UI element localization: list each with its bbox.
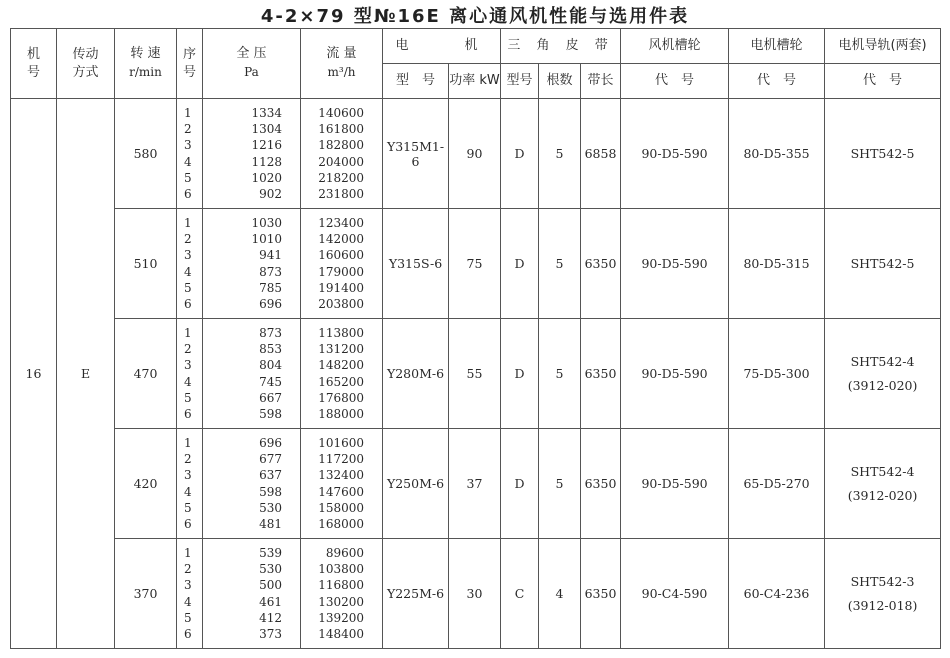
seq-cell-value: 5 <box>184 170 192 185</box>
motor-rail-code: SHT542-3 <box>850 573 915 589</box>
pressure-cell-value: 1020 <box>251 170 282 185</box>
pressure-cell-value: 461 <box>259 594 282 609</box>
belt-count-cell: 5 <box>539 429 581 539</box>
header-row-1 <box>11 29 941 64</box>
header-motor-pulley-code: 代 号 <box>729 64 825 99</box>
header-motor-pulley: 电机槽轮 <box>729 29 825 64</box>
machine-no-cell: 16 <box>11 99 57 649</box>
header-fan-pulley-code: 代 号 <box>621 64 729 99</box>
motor-pulley-cell: 75-D5-300 <box>729 319 825 429</box>
seq-cell-value: 6 <box>184 297 192 312</box>
motor-rail-code: SHT542-5 <box>850 255 915 271</box>
flow-cell-value: 218200 <box>318 170 364 185</box>
motor-rail-cell <box>825 539 941 649</box>
speed-cell: 580 <box>115 99 177 209</box>
motor-model-cell: Y315M1-6 <box>383 99 449 209</box>
flow-cell-value: 103800 <box>318 561 364 576</box>
belt-count-cell: 5 <box>539 99 581 209</box>
flow-cell-value: 160600 <box>318 248 364 263</box>
header-belt: 三 角 皮 带 <box>501 29 621 64</box>
belt-count-cell: 5 <box>539 209 581 319</box>
speed-group-row <box>11 539 941 649</box>
flow-cell <box>301 99 383 209</box>
flow-cell-value: 130200 <box>318 594 364 609</box>
motor-rail-code: (3912-020) <box>847 487 918 503</box>
flow-cell-value: 116800 <box>318 578 364 593</box>
belt-type-cell: D <box>501 319 539 429</box>
header-motor: 电 机 <box>383 29 501 64</box>
header-pressure: 全 压 Pa <box>203 29 301 99</box>
pressure-cell <box>203 539 301 649</box>
motor-model-cell: Y250M-6 <box>383 429 449 539</box>
flow-cell-value: 131200 <box>318 341 364 356</box>
header-flow: 流 量 m³/h <box>301 29 383 99</box>
pressure-cell-value: 1030 <box>251 215 282 230</box>
header-seq: 序 号 <box>177 29 203 99</box>
seq-cell-value: 4 <box>184 154 192 169</box>
motor-power-cell: 90 <box>449 99 501 209</box>
pressure-cell <box>203 429 301 539</box>
header-fan-pulley: 风机槽轮 <box>621 29 729 64</box>
seq-cell-value: 3 <box>184 578 192 593</box>
belt-type-cell: D <box>501 429 539 539</box>
flow-cell-value: 158000 <box>318 500 364 515</box>
flow-cell-value: 139200 <box>318 610 364 625</box>
header-belt-type: 型号 <box>501 64 539 99</box>
seq-cell-value: 2 <box>184 231 192 246</box>
flow-cell-value: 117200 <box>318 451 364 466</box>
seq-cell-value: 3 <box>184 358 192 373</box>
pressure-cell-value: 1216 <box>251 138 282 153</box>
flow-cell-value: 140600 <box>318 105 364 120</box>
seq-cell-value: 5 <box>184 390 192 405</box>
motor-rail-code: SHT542-5 <box>850 145 915 161</box>
flow-cell-value: 101600 <box>318 435 364 450</box>
seq-cell <box>177 99 203 209</box>
motor-pulley-cell: 60-C4-236 <box>729 539 825 649</box>
flow-cell-value: 113800 <box>318 325 364 340</box>
seq-cell-value: 1 <box>184 545 192 560</box>
pressure-cell-value: 637 <box>259 468 282 483</box>
speed-group-row <box>11 319 941 429</box>
seq-cell-value: 2 <box>184 341 192 356</box>
seq-cell-value: 4 <box>184 484 192 499</box>
pressure-cell-value: 373 <box>259 627 282 642</box>
pressure-cell-value: 1304 <box>251 121 282 136</box>
speed-cell: 470 <box>115 319 177 429</box>
motor-pulley-cell: 80-D5-355 <box>729 99 825 209</box>
belt-length-cell: 6350 <box>581 319 621 429</box>
header-machine-no: 机 号 <box>11 29 57 99</box>
flow-cell-value: 203800 <box>318 297 364 312</box>
flow-cell <box>301 539 383 649</box>
header-belt-length: 带长 <box>581 64 621 99</box>
flow-cell <box>301 429 383 539</box>
seq-cell-value: 2 <box>184 121 192 136</box>
flow-cell-value: 165200 <box>318 374 364 389</box>
seq-cell-value: 6 <box>184 187 192 202</box>
flow-cell-value: 188000 <box>318 407 364 422</box>
motor-pulley-cell: 80-D5-315 <box>729 209 825 319</box>
table-title: 4-2×79 型№16E 离心通风机性能与选用件表 <box>260 6 690 27</box>
pressure-cell-value: 667 <box>259 390 282 405</box>
flow-cell-value: 123400 <box>318 215 364 230</box>
motor-rail-code: (3912-018) <box>847 597 918 613</box>
pressure-cell-value: 677 <box>259 451 282 466</box>
header-motor-model: 型 号 <box>383 64 449 99</box>
flow-cell-value: 161800 <box>318 121 364 136</box>
motor-rail-cell <box>825 319 941 429</box>
drive-cell: E <box>57 99 115 649</box>
belt-count-cell: 5 <box>539 319 581 429</box>
motor-rail-code: SHT542-4 <box>850 463 915 479</box>
speed-cell: 510 <box>115 209 177 319</box>
motor-rail-cell <box>825 99 941 209</box>
flow-cell-value: 147600 <box>318 484 364 499</box>
pressure-cell <box>203 319 301 429</box>
seq-cell-value: 3 <box>184 248 192 263</box>
fan-pulley-cell: 90-D5-590 <box>621 319 729 429</box>
pressure-cell-value: 873 <box>259 264 282 279</box>
motor-pulley-cell: 65-D5-270 <box>729 429 825 539</box>
belt-type-cell: D <box>501 209 539 319</box>
pressure-cell-value: 804 <box>259 358 282 373</box>
pressure-cell-value: 696 <box>259 435 282 450</box>
flow-cell-value: 231800 <box>318 187 364 202</box>
belt-length-cell: 6350 <box>581 429 621 539</box>
seq-cell-value: 4 <box>184 594 192 609</box>
seq-cell-value: 6 <box>184 407 192 422</box>
seq-cell-value: 1 <box>184 435 192 450</box>
seq-cell-value: 5 <box>184 610 192 625</box>
seq-cell <box>177 429 203 539</box>
flow-cell-value: 142000 <box>318 231 364 246</box>
flow-cell-value: 148200 <box>318 358 364 373</box>
motor-rail-cell <box>825 429 941 539</box>
seq-cell-value: 1 <box>184 105 192 120</box>
flow-cell-value: 168000 <box>318 517 364 532</box>
motor-rail-code: SHT542-4 <box>850 353 915 369</box>
pressure-cell-value: 745 <box>259 374 282 389</box>
belt-length-cell: 6350 <box>581 539 621 649</box>
pressure-cell <box>203 209 301 319</box>
seq-cell <box>177 209 203 319</box>
flow-cell-value: 176800 <box>318 390 364 405</box>
pressure-cell-value: 1334 <box>251 105 282 120</box>
flow-cell <box>301 319 383 429</box>
flow-cell-value: 182800 <box>318 138 364 153</box>
flow-cell-value: 179000 <box>318 264 364 279</box>
fan-pulley-cell: 90-D5-590 <box>621 99 729 209</box>
fan-performance-table <box>10 28 941 649</box>
motor-power-cell: 55 <box>449 319 501 429</box>
pressure-cell-value: 853 <box>259 341 282 356</box>
pressure-cell-value: 598 <box>259 484 282 499</box>
header-speed: 转 速 r/min <box>115 29 177 99</box>
header-drive: 传动 方式 <box>57 29 115 99</box>
header-belt-count: 根数 <box>539 64 581 99</box>
header-motor-rail: 电机导轨(两套) <box>825 29 941 64</box>
speed-cell: 420 <box>115 429 177 539</box>
seq-cell-value: 4 <box>184 374 192 389</box>
motor-rail-code: (3912-020) <box>847 377 918 393</box>
pressure-cell-value: 412 <box>259 610 282 625</box>
seq-cell-value: 1 <box>184 325 192 340</box>
header-motor-power: 功率 kW <box>449 64 501 99</box>
flow-cell-value: 204000 <box>318 154 364 169</box>
fan-pulley-cell: 90-D5-590 <box>621 209 729 319</box>
speed-group-row <box>11 99 941 209</box>
pressure-cell-value: 873 <box>259 325 282 340</box>
pressure-cell-value: 941 <box>259 248 282 263</box>
motor-power-cell: 30 <box>449 539 501 649</box>
seq-cell-value: 2 <box>184 451 192 466</box>
seq-cell <box>177 319 203 429</box>
seq-cell <box>177 539 203 649</box>
pressure-cell-value: 598 <box>259 407 282 422</box>
motor-model-cell: Y280M-6 <box>383 319 449 429</box>
motor-power-cell: 75 <box>449 209 501 319</box>
pressure-cell-value: 902 <box>259 187 282 202</box>
seq-cell-value: 3 <box>184 138 192 153</box>
speed-group-row <box>11 209 941 319</box>
seq-cell-value: 6 <box>184 627 192 642</box>
flow-cell-value: 191400 <box>318 280 364 295</box>
motor-model-cell: Y315S-6 <box>383 209 449 319</box>
fan-pulley-cell: 90-C4-590 <box>621 539 729 649</box>
pressure-cell-value: 500 <box>259 578 282 593</box>
flow-cell <box>301 209 383 319</box>
fan-pulley-cell: 90-D5-590 <box>621 429 729 539</box>
motor-rail-cell <box>825 209 941 319</box>
belt-type-cell: D <box>501 99 539 209</box>
header-motor-rail-code: 代 号 <box>825 64 941 99</box>
seq-cell-value: 2 <box>184 561 192 576</box>
belt-type-cell: C <box>501 539 539 649</box>
belt-length-cell: 6858 <box>581 99 621 209</box>
seq-cell-value: 1 <box>184 215 192 230</box>
motor-power-cell: 37 <box>449 429 501 539</box>
seq-cell-value: 6 <box>184 517 192 532</box>
seq-cell-value: 3 <box>184 468 192 483</box>
seq-cell-value: 5 <box>184 280 192 295</box>
belt-count-cell: 4 <box>539 539 581 649</box>
flow-cell-value: 132400 <box>318 468 364 483</box>
pressure-cell-value: 696 <box>259 297 282 312</box>
pressure-cell <box>203 99 301 209</box>
flow-cell-value: 148400 <box>318 627 364 642</box>
pressure-cell-value: 1010 <box>251 231 282 246</box>
pressure-cell-value: 785 <box>259 280 282 295</box>
speed-group-row <box>11 429 941 539</box>
pressure-cell-value: 539 <box>259 545 282 560</box>
seq-cell-value: 4 <box>184 264 192 279</box>
seq-cell-value: 5 <box>184 500 192 515</box>
flow-cell-value: 89600 <box>325 545 364 560</box>
belt-length-cell: 6350 <box>581 209 621 319</box>
pressure-cell-value: 530 <box>259 561 282 576</box>
pressure-cell-value: 530 <box>259 500 282 515</box>
motor-model-cell: Y225M-6 <box>383 539 449 649</box>
pressure-cell-value: 481 <box>259 517 282 532</box>
pressure-cell-value: 1128 <box>251 154 282 169</box>
speed-cell: 370 <box>115 539 177 649</box>
